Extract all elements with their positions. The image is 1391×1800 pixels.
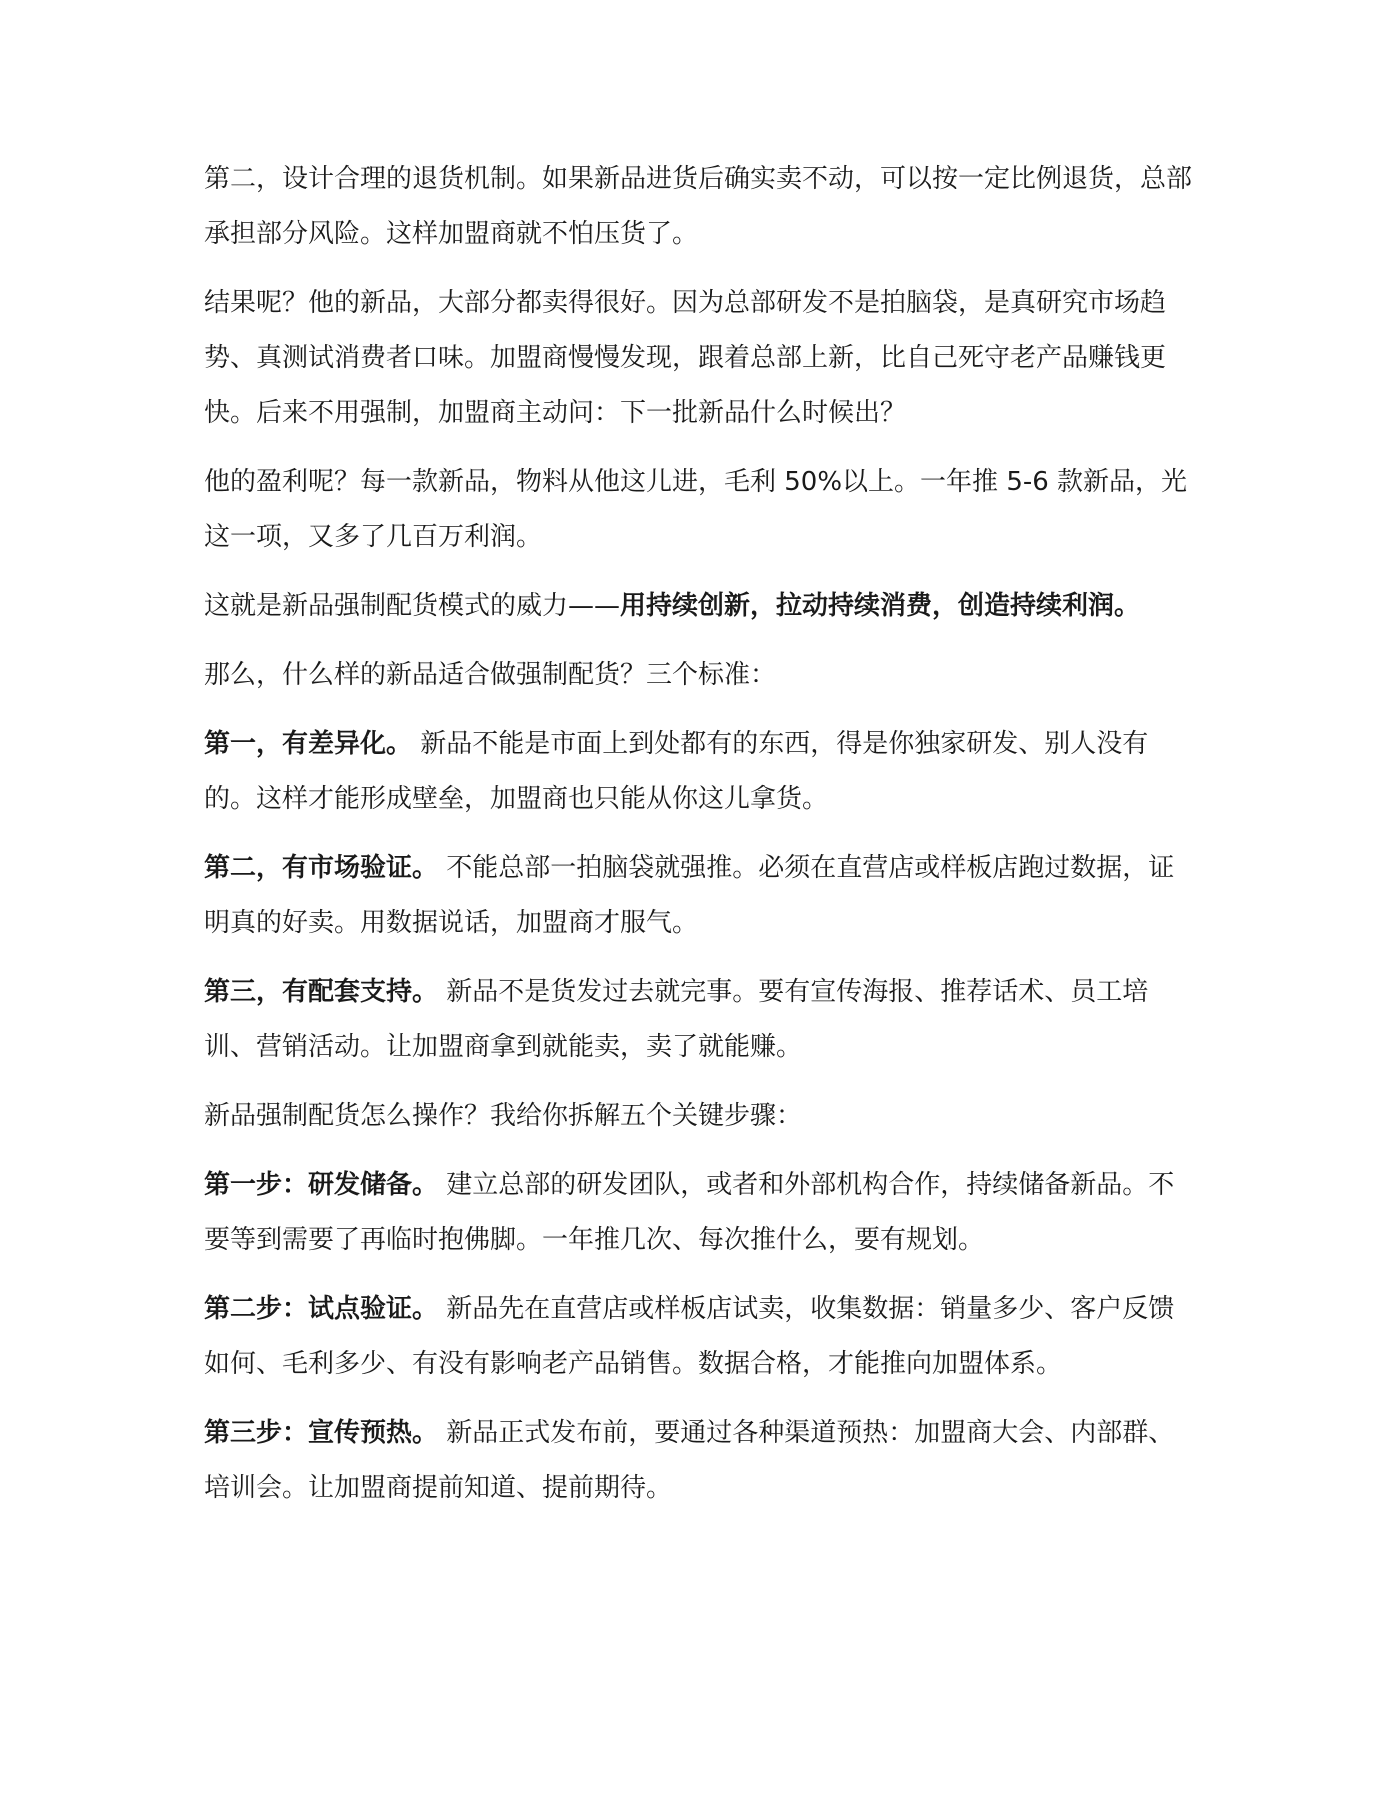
paragraph-text: 那么，什么样的新品适合做强制配货？三个标准： bbox=[204, 660, 777, 690]
paragraph-step-2 bbox=[204, 1282, 1194, 1392]
paragraph-text: 新品不是货发过去就完事。要有宣传海报、推荐话术、员工培训、营销活动。让加盟商拿到就能卖，卖了就能赚。 bbox=[204, 977, 1149, 1062]
paragraph-step-1 bbox=[204, 1158, 1194, 1268]
paragraph-standard-2 bbox=[204, 841, 1194, 951]
paragraph-text: 新品先在直营店或样板店试卖，收集数据：销量多少、客户反馈如何、毛利多少、有没有影响老产品销售。数据合格，才能推向加盟体系。 bbox=[204, 1294, 1175, 1379]
paragraph-text: 不能总部一拍脑袋就强推。必须在直营店或样板店跑过数据，证明真的好卖。用数据说话，加盟商才服气。 bbox=[204, 853, 1175, 938]
paragraph-text: 第二，设计合理的退货机制。如果新品进货后确实卖不动，可以按一定比例退货，总部承担部分风险。这样加盟商就不怕压货了。 bbox=[204, 164, 1193, 249]
paragraph-lead: 第二，有市场验证。 bbox=[204, 853, 439, 883]
paragraph-lead: 第三，有配套支持。 bbox=[204, 977, 439, 1007]
paragraph-text: 这就是新品强制配货模式的威力—— bbox=[204, 591, 621, 621]
paragraph-lead: 第三步：宣传预热。 bbox=[204, 1418, 439, 1448]
paragraph-five-steps-intro bbox=[204, 1089, 1194, 1144]
paragraph-text: 新品强制配货怎么操作？我给你拆解五个关键步骤： bbox=[204, 1101, 803, 1131]
paragraph-text: 新品不能是市面上到处都有的东西，得是你独家研发、别人没有的。这样才能形成壁垒，加盟商也只能从你这儿拿货。 bbox=[204, 729, 1149, 814]
paragraph-lead: 第一，有差异化。 bbox=[204, 729, 413, 759]
paragraph-text: 建立总部的研发团队，或者和外部机构合作，持续储备新品。不要等到需要了再临时抱佛脚。一年推几次、每次推什么，要有规划。 bbox=[204, 1170, 1175, 1255]
paragraph-three-standards-intro bbox=[204, 648, 1194, 703]
paragraph-return-mechanism bbox=[204, 152, 1194, 262]
paragraph-text: 新品正式发布前，要通过各种渠道预热：加盟商大会、内部群、培训会。让加盟商提前知道、提前期待。 bbox=[204, 1418, 1175, 1503]
paragraph-standard-3 bbox=[204, 965, 1194, 1075]
document-page bbox=[204, 152, 1194, 1530]
paragraph-result bbox=[204, 276, 1194, 441]
paragraph-lead: 第一步：研发储备。 bbox=[204, 1170, 439, 1200]
paragraph-tail: 用持续创新，拉动持续消费，创造持续利润。 bbox=[620, 591, 1141, 621]
paragraph-lead: 第二步：试点验证。 bbox=[204, 1294, 439, 1324]
paragraph-text: 结果呢？他的新品，大部分都卖得很好。因为总部研发不是拍脑袋，是真研究市场趋势、真测试消费者口味。加盟商慢慢发现，跟着总部上新，比自己死守老产品赚钱更快。后来不用强制，加盟商主动问：下一批新品什么时候出？ bbox=[204, 288, 1167, 428]
paragraph-profit bbox=[204, 455, 1194, 565]
paragraph-text: 他的盈利呢？每一款新品，物料从他这儿进，毛利 50%以上。一年推 5-6 款新品，光这一项，又多了几百万利润。 bbox=[204, 467, 1188, 552]
paragraph-standard-1 bbox=[204, 717, 1194, 827]
paragraph-power bbox=[204, 579, 1194, 634]
paragraph-step-3 bbox=[204, 1406, 1194, 1516]
